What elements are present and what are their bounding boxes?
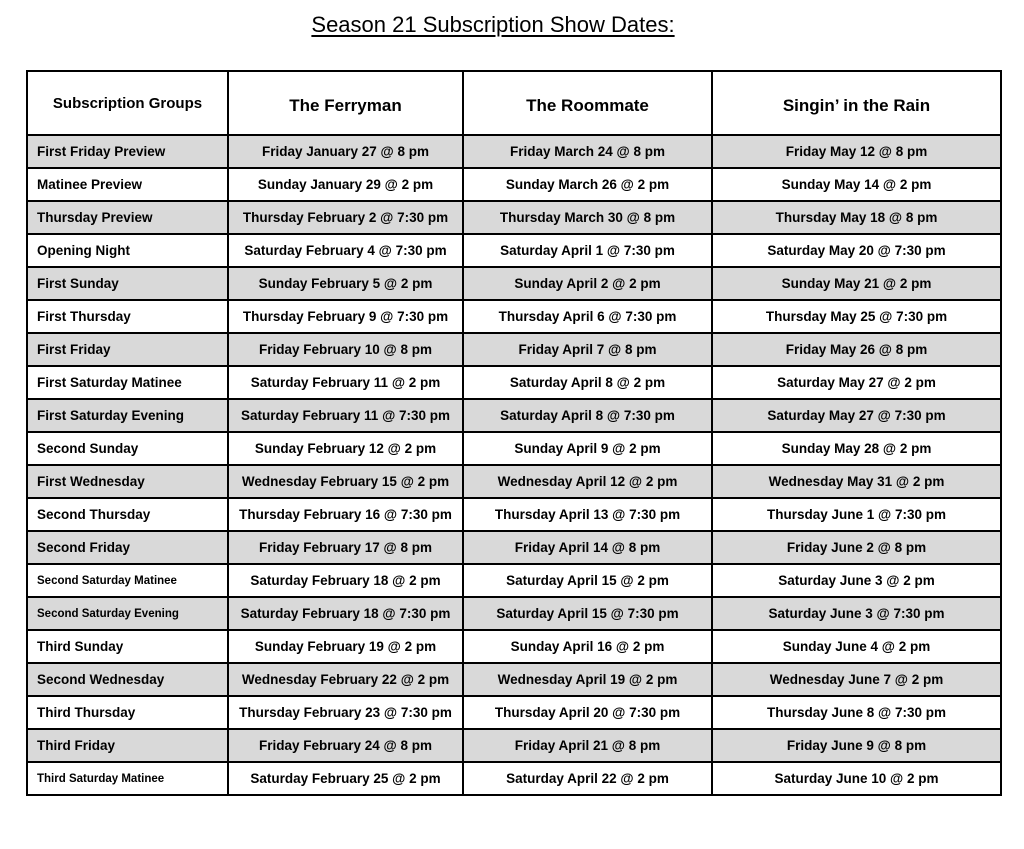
the-ferryman-date-cell: Wednesday February 15 @ 2 pm [228, 465, 463, 498]
table-row [27, 729, 1001, 762]
table-row [27, 432, 1001, 465]
the-roommate-date-cell: Thursday March 30 @ 8 pm [463, 201, 712, 234]
column-header-subscription-groups: Subscription Groups [27, 71, 228, 135]
singin-in-the-rain-date-cell: Thursday May 25 @ 7:30 pm [712, 300, 1001, 333]
table-row [27, 168, 1001, 201]
table-row [27, 135, 1001, 168]
table-row [27, 630, 1001, 663]
table-row [27, 333, 1001, 366]
singin-in-the-rain-date-cell: Sunday June 4 @ 2 pm [712, 630, 1001, 663]
the-ferryman-date-cell: Sunday February 5 @ 2 pm [228, 267, 463, 300]
subscription-group-cell: Second Saturday Matinee [27, 564, 228, 597]
column-header-singin-in-the-rain: Singin’ in the Rain [712, 71, 1001, 135]
column-header-the-roommate: The Roommate [463, 71, 712, 135]
singin-in-the-rain-date-cell: Thursday June 8 @ 7:30 pm [712, 696, 1001, 729]
the-ferryman-date-cell: Saturday February 25 @ 2 pm [228, 762, 463, 795]
subscription-group-cell: Second Sunday [27, 432, 228, 465]
the-roommate-date-cell: Saturday April 8 @ 2 pm [463, 366, 712, 399]
subscription-group-cell: Matinee Preview [27, 168, 228, 201]
the-ferryman-date-cell: Friday February 24 @ 8 pm [228, 729, 463, 762]
the-roommate-date-cell: Saturday April 1 @ 7:30 pm [463, 234, 712, 267]
the-ferryman-date-cell: Thursday February 2 @ 7:30 pm [228, 201, 463, 234]
subscription-group-cell: Third Friday [27, 729, 228, 762]
the-ferryman-date-cell: Wednesday February 22 @ 2 pm [228, 663, 463, 696]
the-ferryman-date-cell: Saturday February 18 @ 2 pm [228, 564, 463, 597]
singin-in-the-rain-date-cell: Sunday May 14 @ 2 pm [712, 168, 1001, 201]
singin-in-the-rain-date-cell: Wednesday May 31 @ 2 pm [712, 465, 1001, 498]
singin-in-the-rain-date-cell: Saturday May 27 @ 2 pm [712, 366, 1001, 399]
the-ferryman-date-cell: Friday February 17 @ 8 pm [228, 531, 463, 564]
the-ferryman-date-cell: Thursday February 23 @ 7:30 pm [228, 696, 463, 729]
the-ferryman-date-cell: Saturday February 4 @ 7:30 pm [228, 234, 463, 267]
the-roommate-date-cell: Wednesday April 19 @ 2 pm [463, 663, 712, 696]
singin-in-the-rain-date-cell: Friday May 12 @ 8 pm [712, 135, 1001, 168]
the-ferryman-date-cell: Friday January 27 @ 8 pm [228, 135, 463, 168]
the-roommate-date-cell: Friday March 24 @ 8 pm [463, 135, 712, 168]
the-ferryman-date-cell: Saturday February 18 @ 7:30 pm [228, 597, 463, 630]
subscription-group-cell: Second Wednesday [27, 663, 228, 696]
singin-in-the-rain-date-cell: Saturday June 3 @ 2 pm [712, 564, 1001, 597]
subscription-group-cell: Third Sunday [27, 630, 228, 663]
table-body [27, 135, 1001, 795]
the-roommate-date-cell: Saturday April 8 @ 7:30 pm [463, 399, 712, 432]
the-ferryman-date-cell: Saturday February 11 @ 7:30 pm [228, 399, 463, 432]
subscription-group-cell: Opening Night [27, 234, 228, 267]
the-roommate-date-cell: Thursday April 6 @ 7:30 pm [463, 300, 712, 333]
table-row [27, 366, 1001, 399]
singin-in-the-rain-date-cell: Thursday May 18 @ 8 pm [712, 201, 1001, 234]
table-row [27, 498, 1001, 531]
subscription-schedule-table [26, 70, 1002, 796]
page-title: Season 21 Subscription Show Dates: [311, 12, 675, 37]
table-row [27, 267, 1001, 300]
singin-in-the-rain-date-cell: Saturday May 20 @ 7:30 pm [712, 234, 1001, 267]
table-row [27, 663, 1001, 696]
table-row [27, 234, 1001, 267]
the-ferryman-date-cell: Sunday January 29 @ 2 pm [228, 168, 463, 201]
the-roommate-date-cell: Thursday April 13 @ 7:30 pm [463, 498, 712, 531]
subscription-group-cell: First Sunday [27, 267, 228, 300]
singin-in-the-rain-date-cell: Thursday June 1 @ 7:30 pm [712, 498, 1001, 531]
table-row [27, 597, 1001, 630]
column-header-the-ferryman: The Ferryman [228, 71, 463, 135]
table-row [27, 300, 1001, 333]
table-row [27, 564, 1001, 597]
the-roommate-date-cell: Sunday April 9 @ 2 pm [463, 432, 712, 465]
the-ferryman-date-cell: Sunday February 12 @ 2 pm [228, 432, 463, 465]
the-roommate-date-cell: Friday April 7 @ 8 pm [463, 333, 712, 366]
singin-in-the-rain-date-cell: Friday June 9 @ 8 pm [712, 729, 1001, 762]
table-row [27, 531, 1001, 564]
the-roommate-date-cell: Sunday April 16 @ 2 pm [463, 630, 712, 663]
singin-in-the-rain-date-cell: Wednesday June 7 @ 2 pm [712, 663, 1001, 696]
singin-in-the-rain-date-cell: Friday May 26 @ 8 pm [712, 333, 1001, 366]
subscription-group-cell: Second Thursday [27, 498, 228, 531]
singin-in-the-rain-date-cell: Friday June 2 @ 8 pm [712, 531, 1001, 564]
the-ferryman-date-cell: Thursday February 16 @ 7:30 pm [228, 498, 463, 531]
the-roommate-date-cell: Saturday April 22 @ 2 pm [463, 762, 712, 795]
the-roommate-date-cell: Sunday March 26 @ 2 pm [463, 168, 712, 201]
the-roommate-date-cell: Saturday April 15 @ 7:30 pm [463, 597, 712, 630]
the-roommate-date-cell: Wednesday April 12 @ 2 pm [463, 465, 712, 498]
table-row [27, 201, 1001, 234]
subscription-group-cell: Second Saturday Evening [27, 597, 228, 630]
subscription-group-cell: First Friday [27, 333, 228, 366]
subscription-group-cell: Third Thursday [27, 696, 228, 729]
singin-in-the-rain-date-cell: Sunday May 28 @ 2 pm [712, 432, 1001, 465]
subscription-group-cell: Third Saturday Matinee [27, 762, 228, 795]
the-roommate-date-cell: Saturday April 15 @ 2 pm [463, 564, 712, 597]
the-roommate-date-cell: Thursday April 20 @ 7:30 pm [463, 696, 712, 729]
table-row [27, 465, 1001, 498]
the-roommate-date-cell: Friday April 14 @ 8 pm [463, 531, 712, 564]
the-ferryman-date-cell: Sunday February 19 @ 2 pm [228, 630, 463, 663]
the-roommate-date-cell: Friday April 21 @ 8 pm [463, 729, 712, 762]
subscription-group-cell: First Wednesday [27, 465, 228, 498]
subscription-group-cell: First Friday Preview [27, 135, 228, 168]
subscription-group-cell: Thursday Preview [27, 201, 228, 234]
the-ferryman-date-cell: Friday February 10 @ 8 pm [228, 333, 463, 366]
singin-in-the-rain-date-cell: Saturday June 10 @ 2 pm [712, 762, 1001, 795]
singin-in-the-rain-date-cell: Saturday May 27 @ 7:30 pm [712, 399, 1001, 432]
subscription-group-cell: First Saturday Matinee [27, 366, 228, 399]
table-header-row [27, 71, 1001, 135]
subscription-group-cell: First Thursday [27, 300, 228, 333]
subscription-group-cell: Second Friday [27, 531, 228, 564]
table-row [27, 696, 1001, 729]
the-ferryman-date-cell: Saturday February 11 @ 2 pm [228, 366, 463, 399]
singin-in-the-rain-date-cell: Saturday June 3 @ 7:30 pm [712, 597, 1001, 630]
subscription-group-cell: First Saturday Evening [27, 399, 228, 432]
table-row [27, 762, 1001, 795]
the-ferryman-date-cell: Thursday February 9 @ 7:30 pm [228, 300, 463, 333]
the-roommate-date-cell: Sunday April 2 @ 2 pm [463, 267, 712, 300]
table-row [27, 399, 1001, 432]
singin-in-the-rain-date-cell: Sunday May 21 @ 2 pm [712, 267, 1001, 300]
